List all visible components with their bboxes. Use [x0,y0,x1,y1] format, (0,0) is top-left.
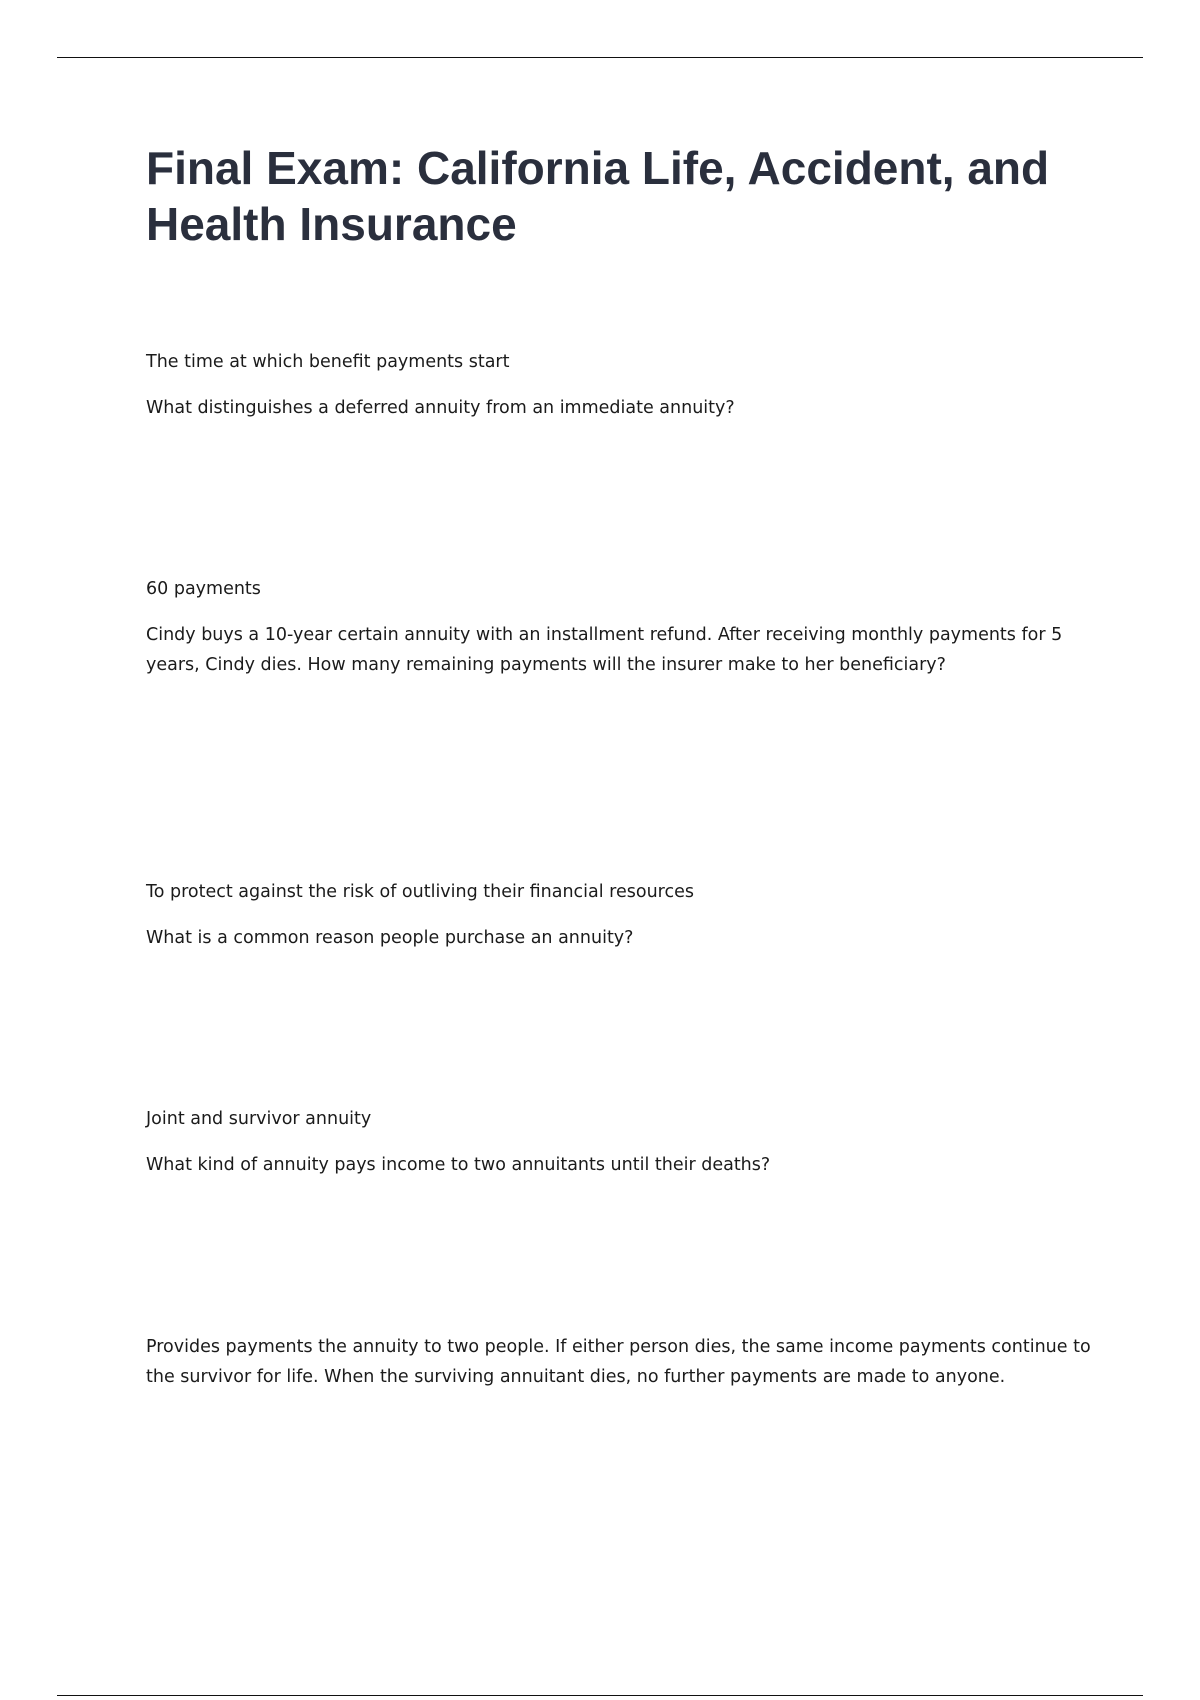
top-divider [57,57,1143,58]
flashcard [146,347,1096,423]
card-answer: Provides payments the annuity to two people. If either person dies, the same income payments continue to the survivor for life. When the surviving annuitant dies, no further payments are made to anyone. [146,1337,1091,1387]
flashcard [146,877,1096,953]
card-answer: Joint and survivor annuity [146,1109,372,1129]
card-question: Cindy buys a 10-year certain annuity with an installment refund. After receiving monthly payments for 5 years, Cindy dies. How many remaining payments will the insurer make to her beneficiary? [146,625,1063,675]
document-title: Final Exam: California Life, Accident, and Health Insurance [146,142,1050,250]
card-question: What is a common reason people purchase an annuity? [146,928,634,948]
card-question: What kind of annuity pays income to two annuitants until their deaths? [146,1155,771,1175]
flashcard [146,574,1096,680]
bottom-divider [57,1695,1143,1696]
flashcard [146,1332,1096,1392]
card-answer: The time at which benefit payments start [146,352,510,372]
card-answer: To protect against the risk of outliving their financial resources [146,882,694,902]
card-question: What distinguishes a deferred annuity from an immediate annuity? [146,398,735,418]
flashcard [146,1104,1096,1180]
card-answer: 60 payments [146,579,261,599]
